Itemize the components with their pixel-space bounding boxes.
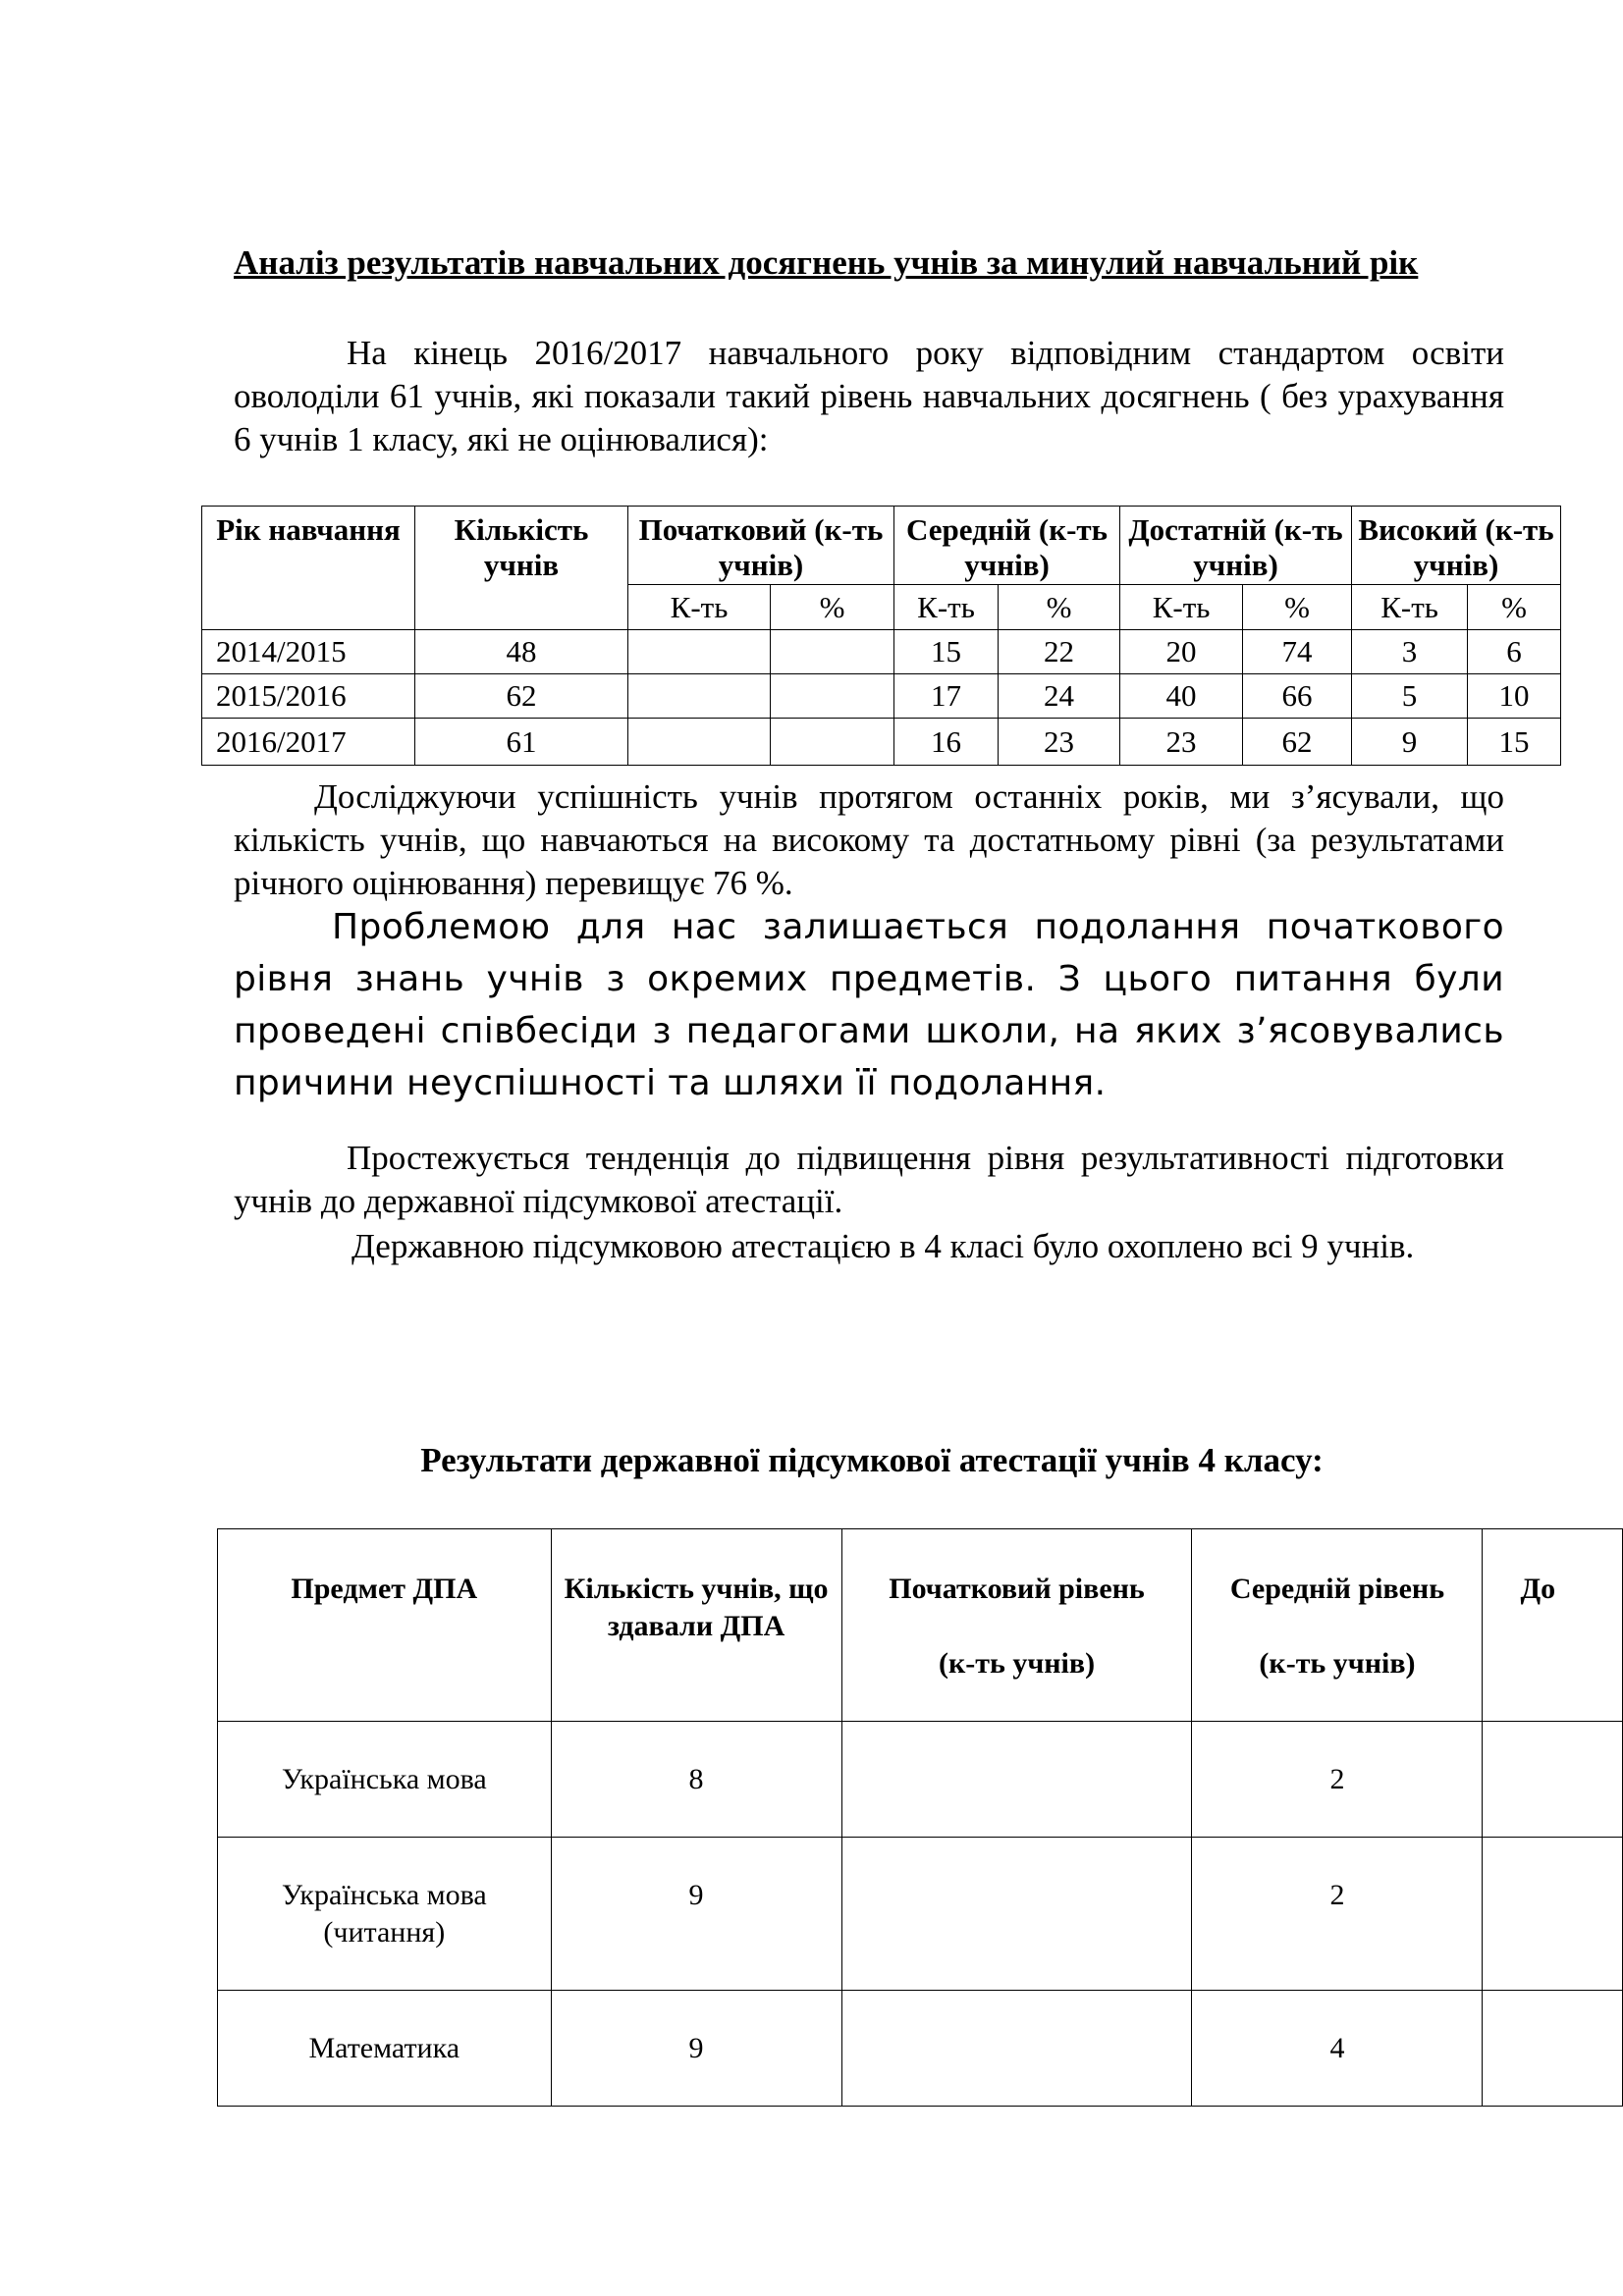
subheader-percent: %: [1468, 585, 1561, 630]
subheader-count: К-ть: [1120, 585, 1243, 630]
header-average-level-title: Середній рівень: [1229, 1573, 1445, 1605]
cell-year: 2016/2017: [202, 719, 415, 766]
header-sufficient: Достатній (к-ть учнів): [1120, 507, 1352, 585]
cell-subject: Українська мова (читання): [218, 1838, 552, 1991]
cell-year: 2015/2016: [202, 674, 415, 719]
cell-initial: [841, 1722, 1192, 1838]
subheader-count: К-ть: [628, 585, 771, 630]
cell-average: 2: [1192, 1838, 1483, 1991]
header-year: Рік навчання: [202, 507, 415, 630]
subheader-count: К-ть: [1352, 585, 1468, 630]
subheader-percent: %: [1243, 585, 1352, 630]
table-row: [218, 1722, 1623, 1838]
cell-count: 62: [415, 674, 628, 719]
cell-students: 8: [551, 1722, 841, 1838]
header-initial-level: [841, 1529, 1192, 1722]
cell-high-percent: 15: [1468, 719, 1561, 766]
cell-students: 9: [551, 1991, 841, 2107]
trend-paragraph: Простежується тенденція до підвищення рівня результативності підготовки учнів до державної підсумкової атестації.: [234, 1139, 1504, 1220]
header-subject: Предмет ДПА: [218, 1529, 552, 1722]
subheader-percent: %: [771, 585, 894, 630]
table-row: [218, 1991, 1623, 2107]
cell-students: 9: [551, 1838, 841, 1991]
analysis-paragraph: Досліджуючи успішність учнів протягом останніх років, ми з’ясували, що кількість учнів, що навчаються на високому та достатньому рівні (за результатами річного оцінювання) перевищує 76 %.: [234, 777, 1504, 902]
cell-initial: [841, 1838, 1192, 1991]
cell-year: 2014/2015: [202, 630, 415, 674]
cell-average-percent: 22: [999, 630, 1120, 674]
header-students: Кількість учнів, що здавали ДПА: [551, 1529, 841, 1722]
cell-sufficient-percent: 62: [1243, 719, 1352, 766]
cell-high-percent: 6: [1468, 630, 1561, 674]
cell-average-percent: 23: [999, 719, 1120, 766]
cell-sufficient-count: 23: [1120, 719, 1243, 766]
document-heading: Аналіз результатів навчальних досягнень учнів за минулий навчальний рік: [234, 243, 1419, 282]
cell-cut-off: [1483, 1991, 1623, 2107]
table-row: [218, 1838, 1623, 1991]
cell-average: 2: [1192, 1722, 1483, 1838]
dpa-results-table: [217, 1528, 1623, 2107]
cell-high-percent: 10: [1468, 674, 1561, 719]
cell-average-count: 15: [894, 630, 999, 674]
cell-average-count: 16: [894, 719, 999, 766]
cell-high-count: 9: [1352, 719, 1468, 766]
header-average-level: [1192, 1529, 1483, 1722]
header-initial-level-title: Початковий рівень: [889, 1573, 1145, 1605]
subheader-percent: %: [999, 585, 1120, 630]
cell-cut-off: [1483, 1722, 1623, 1838]
cell-average-percent: 24: [999, 674, 1120, 719]
cell-count: 61: [415, 719, 628, 766]
intro-paragraph: На кінець 2016/2017 навчального року відповідним стандартом освіти оволоділи 61 учнів, які показали такий рівень навчальних досягнень ( без урахування 6 учнів 1 класу, які не оцінювалися):: [234, 334, 1504, 458]
cell-average: 4: [1192, 1991, 1483, 2107]
cell-sufficient-count: 40: [1120, 674, 1243, 719]
header-initial-level-unit: (к-ть учнів): [938, 1647, 1096, 1680]
cell-average-count: 17: [894, 674, 999, 719]
header-cut-off: До: [1483, 1529, 1623, 1722]
subheader-count: К-ть: [894, 585, 999, 630]
cell-high-count: 3: [1352, 630, 1468, 674]
cell-subject: Українська мова: [218, 1722, 552, 1838]
cell-sufficient-percent: 66: [1243, 674, 1352, 719]
cell-sufficient-count: 20: [1120, 630, 1243, 674]
cell-count: 48: [415, 630, 628, 674]
dpa-results-caption: Результати державної підсумкової атестації учнів 4 класу:: [420, 1441, 1324, 1479]
header-average: Середній (к-ть учнів): [894, 507, 1120, 585]
header-count: Кількість учнів: [415, 507, 628, 630]
cell-high-count: 5: [1352, 674, 1468, 719]
cell-cut-off: [1483, 1838, 1623, 1991]
header-high: Високий (к-ть учнів): [1352, 507, 1561, 585]
cell-sufficient-percent: 74: [1243, 630, 1352, 674]
cell-subject: Математика: [218, 1991, 552, 2107]
problem-paragraph: Проблемою для нас залишається подолання початкового рівня знань учнів з окремих предметів. З цього питання були проведені співбесіди з педагогами школи, на яких з’ясовувались причини неуспішності та шляхи її подолання.: [234, 907, 1504, 1103]
attestation-paragraph: Державною підсумковою атестацією в 4 класі було охоплено всі 9 учнів.: [352, 1227, 1415, 1265]
header-initial: Початковий (к-ть учнів): [628, 507, 894, 585]
header-average-level-unit: (к-ть учнів): [1259, 1647, 1416, 1680]
cell-initial: [841, 1991, 1192, 2107]
